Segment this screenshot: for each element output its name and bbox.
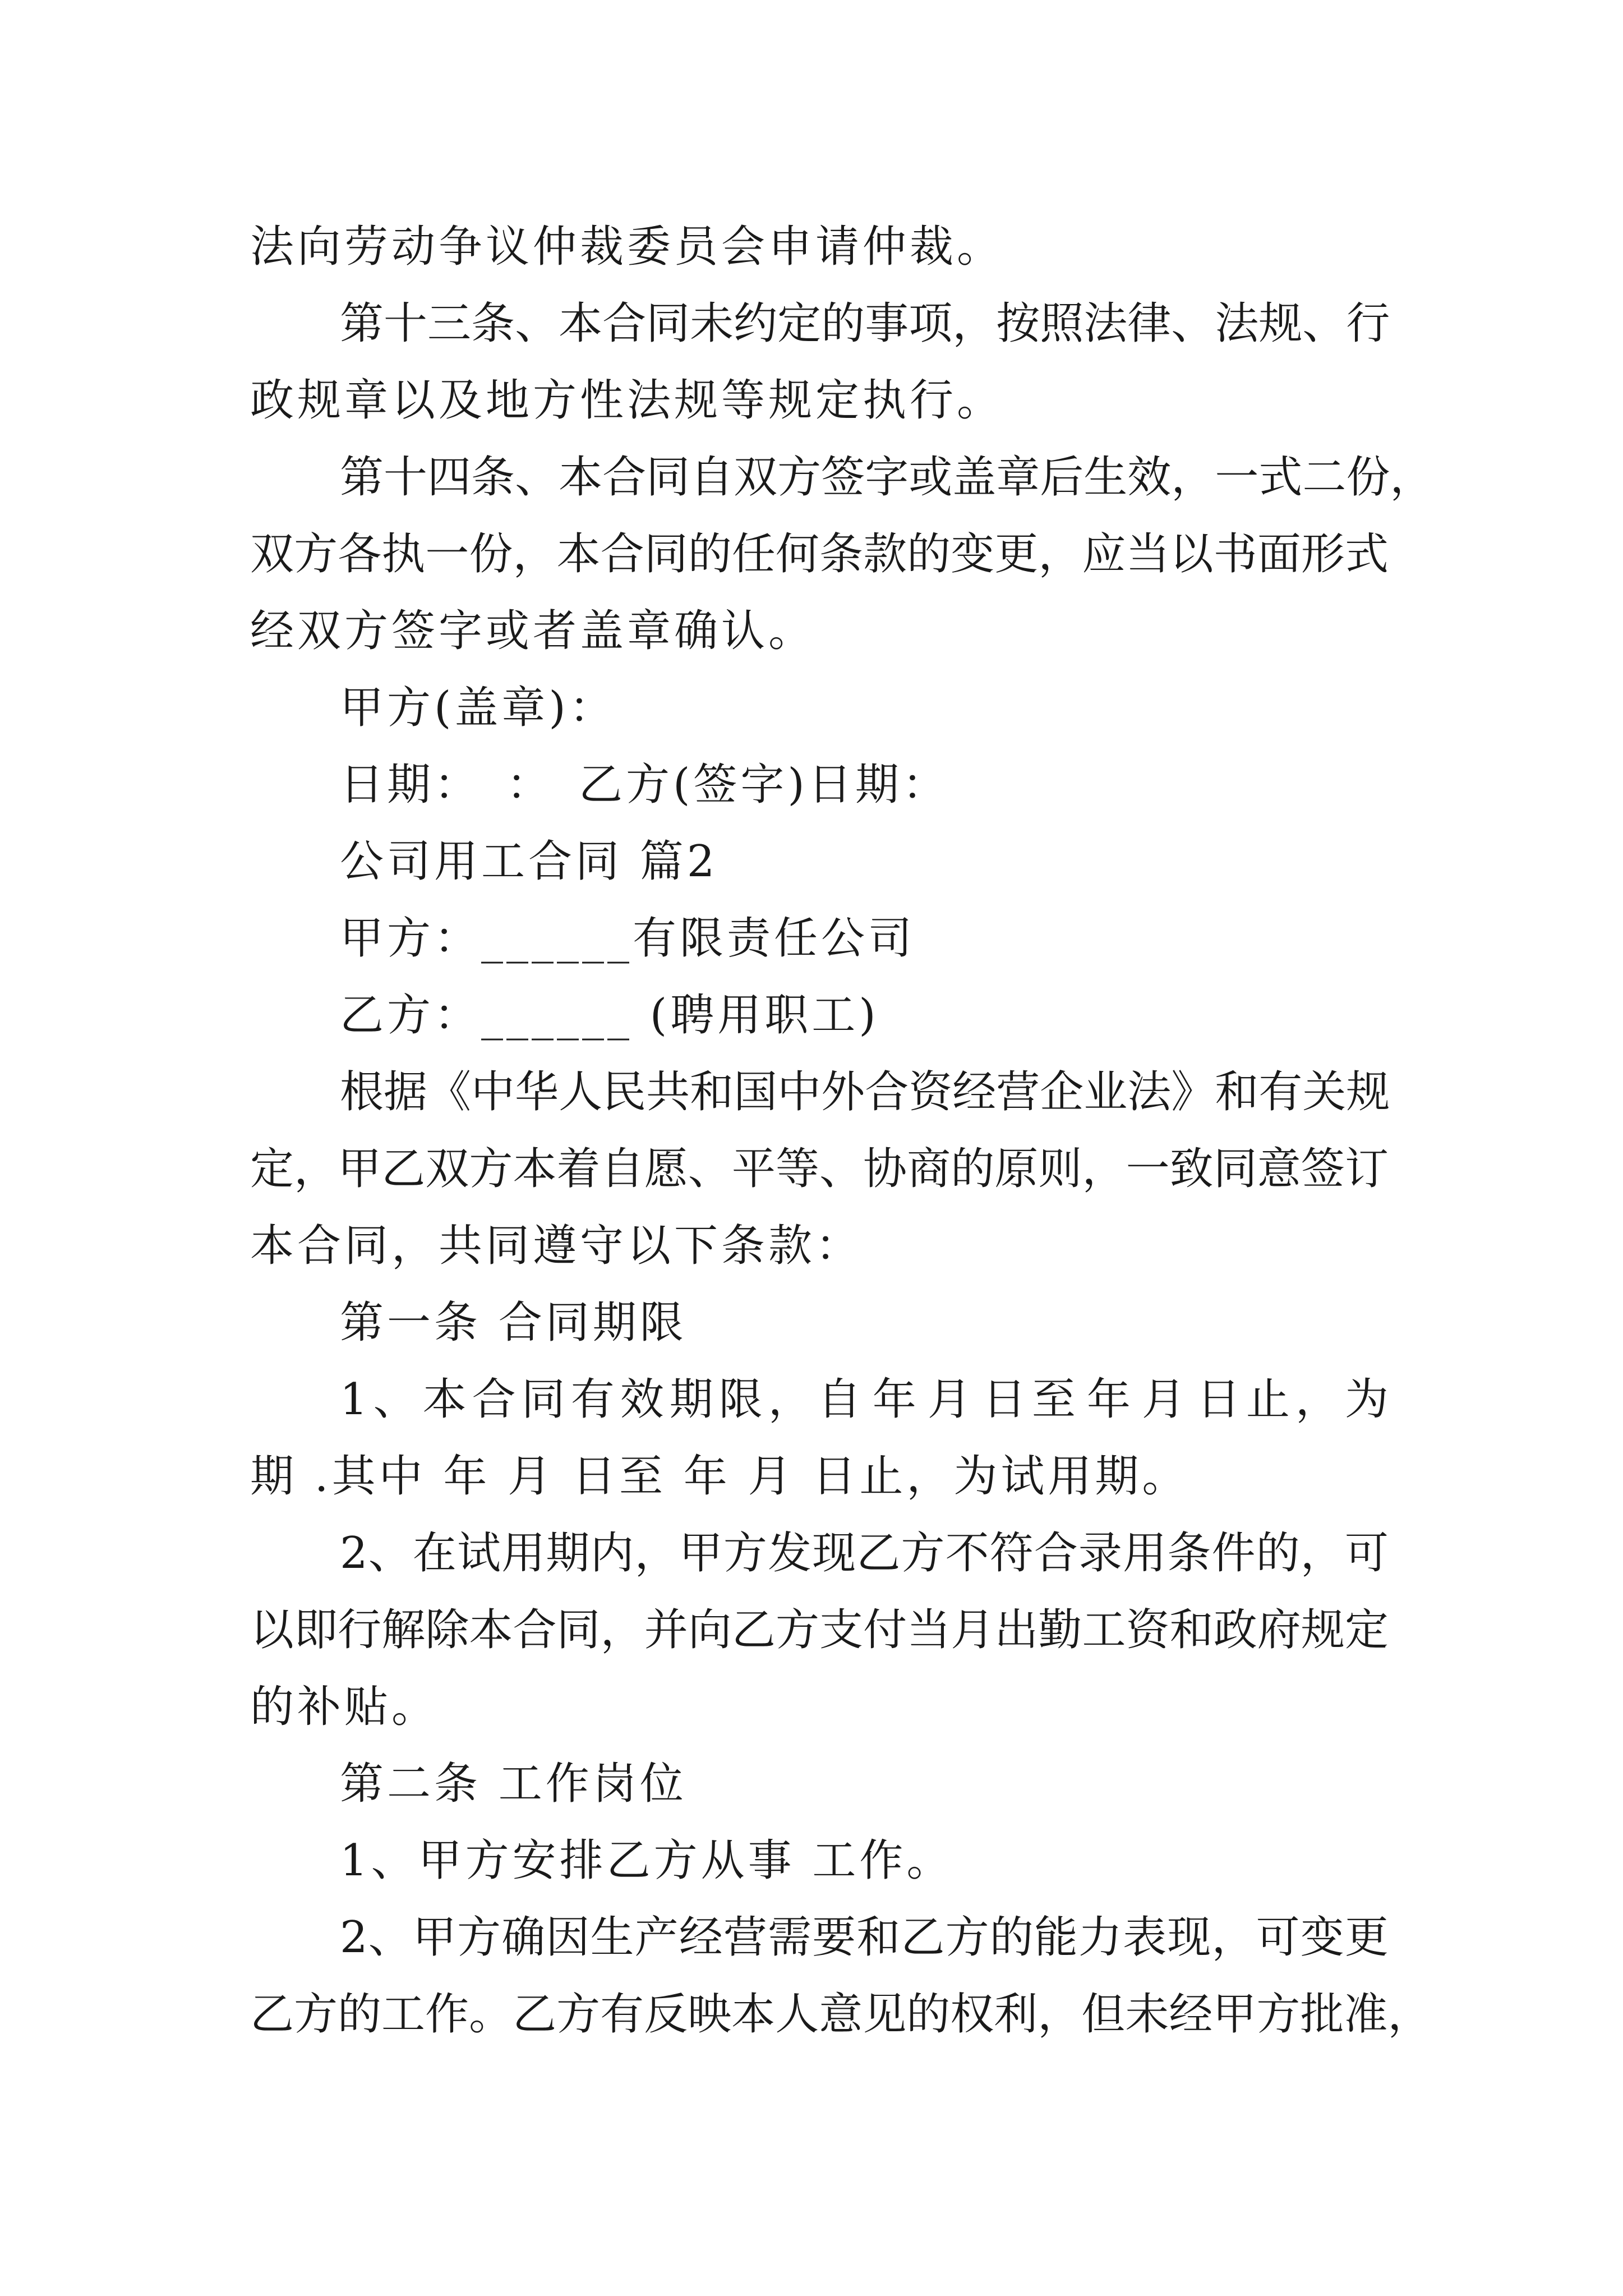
text-line: 法向劳动争议仲裁委员会申请仲裁。 [250,222,1004,272]
text-line: 以 即 行 解 除 本 合 同 ， 并 向 乙 方 支 付 当 月 出 勤 工 资 和 政 府 规 定 [250,1605,1389,1655]
text-line: 政规章以及地方性法规等规定执行。 [250,375,1004,426]
text-line: 双 方 各 执 一 份 ， 本 合 同 的 任 何 条 款 的 变 更 ， 应 当 以 书 面 形 式 [250,529,1389,579]
text-line: 1、甲方安排乙方从事 工作。 [340,1835,954,1886]
text-line: 2 、 甲 方 确 因 生 产 经 营 需 要 和 乙 方 的 能 力 表 现 ， 可 变 更 [340,1912,1389,1963]
party-b-line: 乙方：______ (聘用职工) [340,990,879,1041]
text-line: 2 、 在 试 用 期 内 ， 甲 方 发 现 乙 方 不 符 合 录 用 条 件 的 ， 可 [340,1528,1389,1579]
text-line: 的补贴。 [250,1682,439,1732]
text-line: 经双方签字或者盖章确认。 [250,606,816,656]
text-line: 本合同，共同遵守以下条款： [250,1221,863,1271]
text-line: 第 十 四 条 、 本 合 同 自 双 方 签 字 或 盖 章 后 生 效 ， 一 式 二 份 ， [340,452,1434,503]
signature-date-line: 日期： ： 乙方(签字)日期： [340,760,949,810]
article-heading: 第二条 工作岗位 [340,1759,687,1809]
text-line: 定 ， 甲 乙 双 方 本 着 自 愿 、 平 等 、 协 商 的 原 则 ， 一 致 同 意 签 订 [250,1144,1389,1194]
article-heading: 第一条 合同期限 [340,1297,687,1348]
party-a-line: 甲方：______有限责任公司 [340,913,916,964]
text-line: 期 .其中 年 月 日至 年 月 日止，为试用期。 [250,1451,1189,1502]
text-line: 1 、 本 合 同 有 效 期 限 ， 自 年 月 日 至 年 月 日 止 ， 为 [340,1374,1389,1425]
signature-line-party-a: 甲方(盖章)： [340,683,616,733]
document-page [250,209,1434,2053]
text-line: 乙 方 的 工 作 。 乙 方 有 反 映 本 人 意 见 的 权 利 ， 但 未 经 甲 方 批 准 ， [250,1989,1432,2040]
section-heading: 公司用工合同 篇2 [340,836,718,887]
text-line: 第 十 三 条 、 本 合 同 未 约 定 的 事 项 ， 按 照 法 律 、 法 规 、 行 [340,298,1390,349]
text-line: 根 据 《 中 华 人 民 共 和 国 中 外 合 资 经 营 企 业 法 》 和 有 关 规 [340,1067,1390,1117]
